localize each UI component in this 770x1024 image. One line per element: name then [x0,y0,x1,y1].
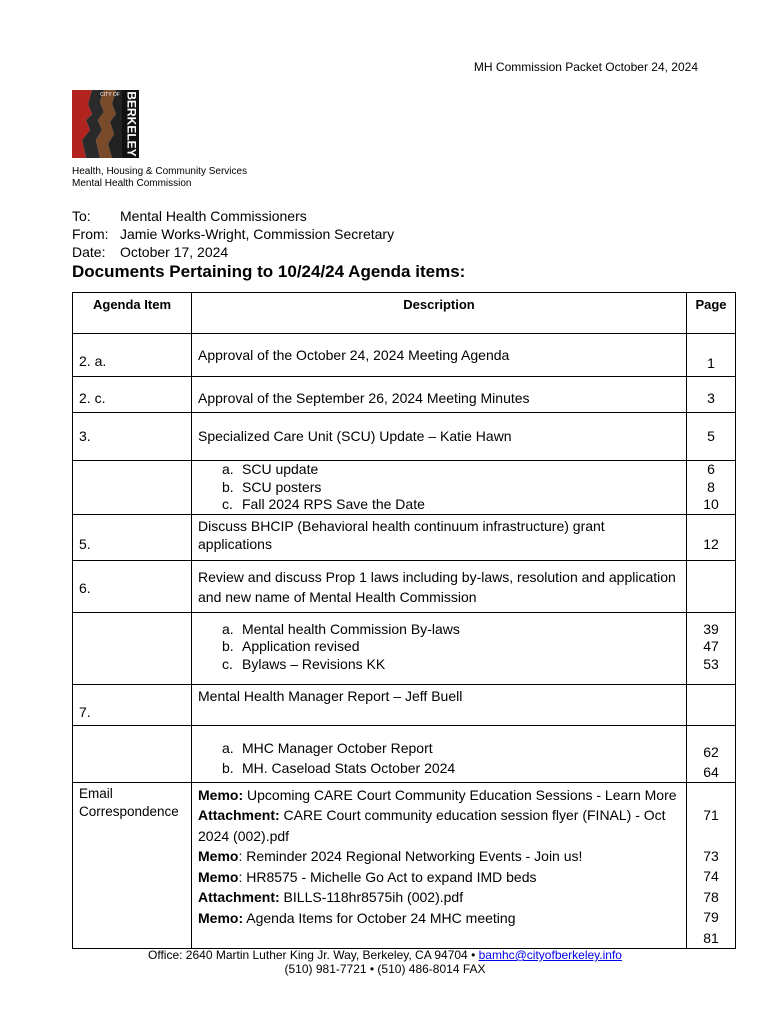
header-agenda-item: Agenda Item [73,293,192,334]
row-page: 78 [703,888,719,905]
list-item: c. Bylaws – Revisions KK [222,655,386,672]
list-item: a. Mental health Commission By-laws [222,620,460,637]
row-page: 6 [707,461,715,477]
table-row [73,684,736,725]
list-item: a. SCU update [222,461,319,477]
table-row [73,514,736,560]
header-page: Page [687,293,736,334]
from-value: Jamie Works-Wright, Commission Secretary [120,226,395,242]
department-block [72,166,247,190]
table-subitems-row [73,725,736,782]
logo-main-text: BERKELEY [124,91,139,157]
row-page: 8 [707,478,715,495]
row-page [687,561,735,569]
date-label: Date: [72,244,106,260]
row-page: 73 [703,847,719,864]
to-value: Mental Health Commissioners [120,208,307,224]
row-description: Approval of the October 24, 2024 Meeting Agenda [198,347,510,363]
row-page: 12 [703,535,719,552]
footer-email-link[interactable]: bamhc@cityofberkeley.info [478,948,622,962]
email-entry: Memo: HR8575 - Michelle Go Act to expand IMD beds [198,868,537,885]
email-entry: Memo: Upcoming CARE Court Community Education Sessions - Learn More [198,786,677,803]
table-row-email [73,782,736,949]
table-row [73,377,736,413]
department-line2: Mental Health Commission [72,178,192,189]
row-item: 3. [79,428,91,444]
footer-phone: (510) 981-7721 • (510) 486-8014 FAX [284,962,486,976]
list-item: b. MH. Caseload Stats October 2024 [222,759,456,776]
table-header-row [73,293,736,334]
row-description: Approval of the September 26, 2024 Meeting Minutes [198,390,530,406]
to-label: To: [72,208,91,224]
email-entry: Memo: Agenda Items for October 24 MHC meeting [198,909,516,926]
row-page: 10 [703,496,719,512]
row-item: Email Correspondence [79,785,179,819]
email-entry: Memo: Reminder 2024 Regional Networking Events - Join us! [198,848,583,864]
memo-header [72,207,394,261]
footer [0,948,770,976]
row-description: Review and discuss Prop 1 laws including by-laws, resolution and application and new name of Mental Health Commission [198,568,676,605]
row-description: Discuss BHCIP (Behavioral health continuum infrastructure) grant applications [198,517,605,552]
list-item: b. Application revised [222,638,360,654]
row-page: 3 [707,390,715,406]
list-item: c. Fall 2024 RPS Save the Date [222,496,425,512]
row-description: Specialized Care Unit (SCU) Update – Katie Hawn [198,428,512,444]
list-item: b. SCU posters [222,478,322,495]
email-entry: Attachment: CARE Court community education session flyer (FINAL) - Oct 2024 (002).pdf [198,807,666,844]
from-label: From: [72,226,109,242]
row-page [687,685,735,693]
document-title: Documents Pertaining to 10/24/24 Agenda items: [72,262,466,281]
table-subitems-row [73,461,736,515]
row-page: 71 [703,806,719,823]
berkeley-logo-icon [72,90,139,158]
row-page: 47 [703,638,719,654]
table-row [73,334,736,377]
row-page: 1 [707,355,715,371]
row-item: 6. [79,579,91,596]
city-logo [72,90,139,158]
packet-header: MH Commission Packet October 24, 2024 [473,60,698,74]
row-page: 79 [703,909,719,925]
row-page: 62 [703,743,719,760]
footer-address: Office: 2640 Martin Luther King Jr. Way, Berkeley, CA 94704 • [148,948,479,962]
row-item: 2. a. [79,353,107,369]
department-line1: Health, Housing & Community Services [72,166,248,177]
logo-small-text: CITY OF [100,92,120,98]
table-row [73,560,736,612]
row-page: 53 [703,655,719,672]
row-item: 5. [79,535,91,552]
row-item: 7. [79,703,91,720]
table-subitems-row [73,612,736,684]
header-description: Description [192,293,687,334]
row-page: 39 [703,620,719,637]
row-page: 64 [703,763,719,780]
row-page: 5 [707,428,715,444]
row-item: 2. c. [79,390,106,406]
date-value: October 17, 2024 [120,244,229,260]
email-entry: Attachment: BILLS-118hr8575ih (002).pdf [198,889,464,905]
row-description: Mental Health Manager Report – Jeff Buell [198,687,463,704]
table-row [73,413,736,461]
row-page: 81 [703,929,719,946]
row-page: 74 [703,868,719,884]
list-item: a. MHC Manager October Report [222,739,433,756]
agenda-table [72,292,736,949]
